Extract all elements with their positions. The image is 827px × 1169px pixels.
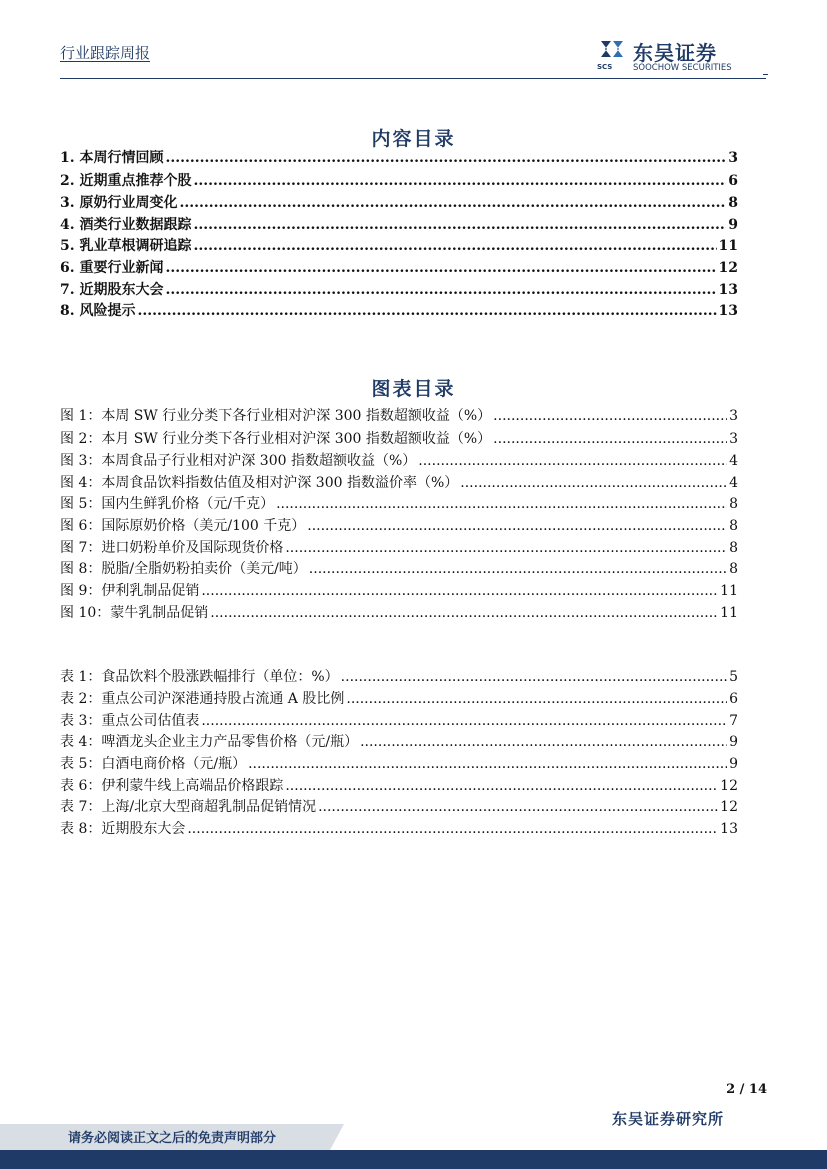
toc-entry[interactable]: 1. 本周行情回顾 ..... 3 [60,148,738,168]
header-tick-mark [763,74,768,75]
toc-entry[interactable]: 3. 原奶行业周变化 ..... 8 [60,193,738,213]
figure-entry[interactable]: 图 3：本周食品子行业相对沪深 300 指数超额收益（%） ..... 4 [60,451,738,471]
report-type-label: 行业跟踪周报 [60,44,151,62]
figures-title: 图表目录 [371,378,456,400]
figure-entry[interactable]: 图 7：进口奶粉单价及国际现货价格 ..... 8 [60,538,738,558]
table-entry[interactable]: 表 7：上海/北京大型商超乳制品促销情况 ..... 12 [60,797,738,817]
toc-entry[interactable]: 7. 近期股东大会 ..... 13 [60,280,738,300]
table-entry[interactable]: 表 2：重点公司沪深港通持股占流通 A 股比例 ..... 6 [60,689,738,709]
table-entry[interactable]: 表 1：食品饮料个股涨跌幅排行（单位：%） ..... 5 [60,667,738,687]
table-entry[interactable]: 表 6：伊利蒙牛线上高端品价格跟踪 ..... 12 [60,776,738,796]
logo-mark-text: SCS [597,63,613,71]
table-entry[interactable]: 表 5：白酒电商价格（元/瓶） ..... 9 [60,754,738,774]
toc-entry[interactable]: 4. 酒类行业数据跟踪 ..... 9 [60,215,738,235]
table-entry[interactable]: 表 3：重点公司估值表 ..... 7 [60,711,738,731]
figure-entry[interactable]: 图 2：本月 SW 行业分类下各行业相对沪深 300 指数超额收益（%） ..... 3 [60,429,738,449]
figure-entry[interactable]: 图 8：脱脂/全脂奶粉拍卖价（美元/吨） ..... 8 [60,559,738,579]
figure-entry[interactable]: 图 10：蒙牛乳制品促销 ..... 11 [60,603,738,623]
figure-entry[interactable]: 图 1：本周 SW 行业分类下各行业相对沪深 300 指数超额收益（%） ..... 3 [60,406,738,426]
footer-organization: 东吴证券研究所 [612,1110,725,1128]
company-logo [597,37,767,77]
figure-entry[interactable]: 图 6：国际原奶价格（美元/100 千克） ..... 8 [60,516,738,536]
toc-entry[interactable]: 6. 重要行业新闻 ..... 12 [60,258,738,278]
page-number: 2 / 14 [726,1082,767,1097]
table-entry[interactable]: 表 4：啤酒龙头企业主力产品零售价格（元/瓶） ..... 9 [60,732,738,752]
header-divider [60,78,766,79]
table-entry[interactable]: 表 8：近期股东大会 ..... 13 [60,819,738,839]
contents-title: 内容目录 [371,128,456,150]
logo-mark-icon [597,37,627,61]
toc-entry[interactable]: 8. 风险提示 ..... 13 [60,301,738,321]
disclaimer-text: 请务必阅读正文之后的免责声明部分 [68,1131,277,1146]
toc-entry[interactable]: 2. 近期重点推荐个股 ..... 6 [60,171,738,191]
figure-entry[interactable]: 图 9：伊利乳制品促销 ..... 11 [60,581,738,601]
logo-company-name: 东吴证券 [633,41,717,65]
footer-bar-dark [0,1150,827,1169]
figure-entry[interactable]: 图 4：本周食品饮料指数估值及相对沪深 300 指数溢价率（%） ..... 4 [60,473,738,493]
footer-bar-angle [330,1124,344,1150]
toc-entry[interactable]: 5. 乳业草根调研追踪 ..... 11 [60,236,738,256]
logo-company-name-en: SOOCHOW SECURITIES [633,63,732,73]
figure-entry[interactable]: 图 5：国内生鲜乳价格（元/千克） ..... 8 [60,494,738,514]
